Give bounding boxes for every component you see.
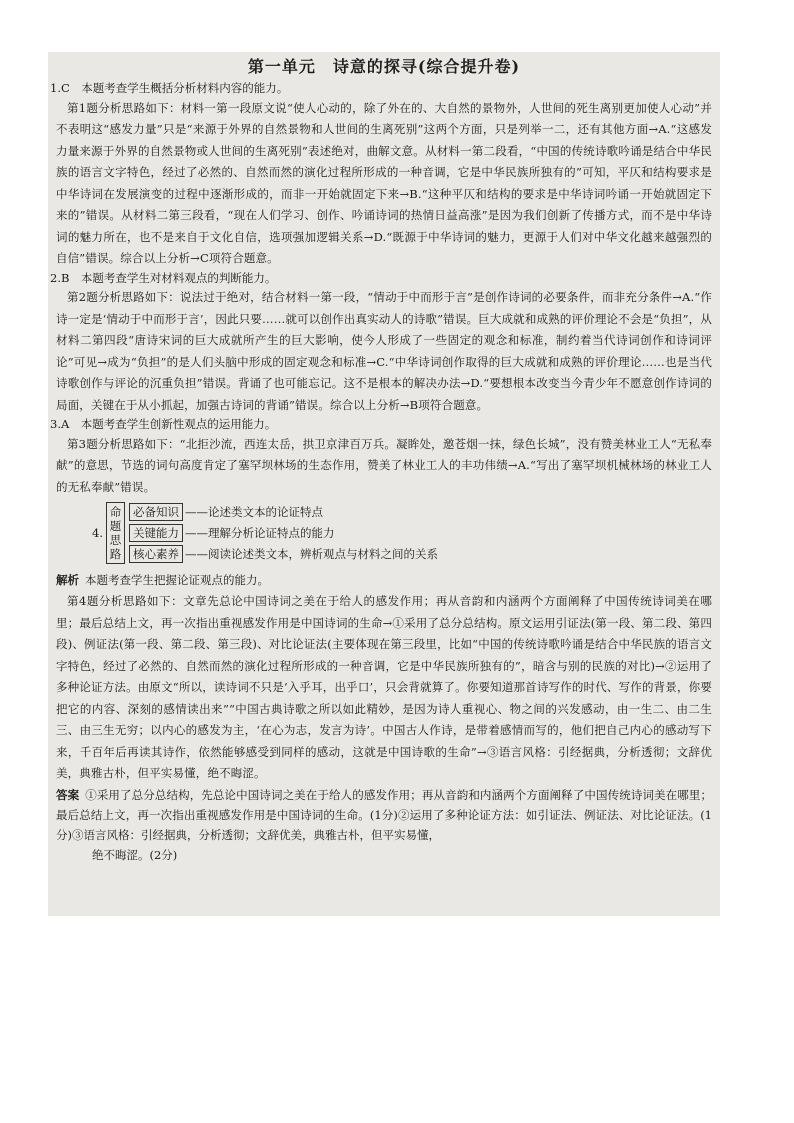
q1-heading: 1.C 本题考查学生概括分析材料内容的能力。: [50, 81, 289, 95]
diagram-row: [129, 545, 438, 563]
diagram-desc: ——阅读论述类文本，辨析观点与材料之间的关系: [185, 547, 438, 561]
diagram-tag: 必备知识: [129, 503, 183, 521]
analysis-head: 本题考查学生把握论证观点的能力。: [85, 573, 269, 587]
q4-number: 4.: [92, 526, 103, 540]
vertical-char: 命: [109, 505, 122, 519]
diagram-desc: ——理解分析论证特点的能力: [185, 526, 335, 540]
diagram-desc: ——论述类文本的论证特点: [185, 505, 323, 519]
diagram-row: [129, 503, 438, 521]
answer-label: 答案: [56, 787, 80, 802]
scanned-page: [48, 52, 720, 916]
diagram-tag: 关键能力: [129, 524, 183, 542]
vertical-char: 路: [109, 547, 122, 561]
q3-heading: 3.A 本题考查学生创新性观点的运用能力。: [50, 417, 277, 431]
vertical-char: 思: [109, 533, 122, 547]
vertical-char: 题: [109, 519, 122, 533]
q2-analysis: 第2题分析思路如下：说法过于绝对，结合材料一第一段，“情动于中而形于言”是创作诗词的必要条件，而非充分条件→A.“作诗一定是‘情动于中而形于言’，因此只要……就可以创作出真实动人的诗歌”错误。巨大成就和成熟的评价理论不会是“负担”，从材料二第四段“唐诗宋词的巨大成就所产生的巨大影响，使今人形成了一些固定的观念和标准，制约着当代诗词创作和诗词评论”可见→成为“负担”的是人们头脑中形成的固定观念和标准→C.“中华诗词创作取得的巨大成就和成熟的评价理论……也是当代诗歌创作与评论的沉重负担”错误。背诵了也可能忘记。这不是根本的解决办法→D.“要想根本改变当今青少年不愿意创作诗词的局面，关键在于从小抓起，加强古诗词的背诵”错误。综合以上分析→B项符合题意。: [56, 290, 712, 412]
analysis-label: 解析: [56, 573, 79, 587]
q3-analysis: 第3题分析思路如下：“北拒沙流，西连太岳，拱卫京津百万兵。凝眸处，邀苍烟一抹，绿色长城”，没有赞美林业工人“无私奉献”的意思，节选的词句高度肯定了塞罕坝林场的生态作用，赞美了林业工人的丰功伟绩→A.“写出了塞罕坝机械林场的林业工人的无私奉献”错误。: [56, 436, 712, 494]
q2-heading: 2.B 本题考查学生对材料观点的判断能力。: [50, 270, 277, 285]
diagram-row: [129, 524, 438, 542]
q4-diagram-rows: [129, 503, 438, 563]
answer-body: ①采用了总分总结构，先总论中国诗词之美在于给人的感发作用；再从音韵和内涵两个方面阐释了中国传统诗词美在哪里；最后总结上文，再一次指出重视感发作用是中国诗词的生命。(1分)②运用了多种论证方法：如引证法、例证法、对比论证法。(1分)③语言风格：引经据典，分析透彻；文辞优美，典雅古朴，但平实易懂，: [56, 787, 712, 842]
q4-analysis-heading: [56, 570, 712, 591]
q4-thinking-diagram: [92, 502, 712, 564]
q4-answer-tail: 绝不晦涩。(2分): [92, 847, 178, 862]
q4-vertical-label: [106, 502, 125, 564]
page-title: 第一单元 诗意的探寻(综合提升卷): [247, 57, 521, 76]
diagram-tag: 核心素养: [129, 545, 183, 563]
q4-analysis: 第4题分析思路如下：文章先总论中国诗词之美在于给人的感发作用；再从音韵和内涵两个方面阐释了中国传统诗词美在哪里；最后总结上文，再一次指出重视感发作用是中国诗词的生命→①采用了总分总结构。原文运用引证法(第一段、第二段、第四段)、例证法(第一段、第二段、第三段)、对比论证法(主要体现在第三段里，比如“中国的传统诗歌吟诵是结合中华民族的语言文字特色，经过了必然的、自然而然的演化过程所形成的一种音调，它是中华民族所独有的”，暗含与别的民族的对比)→②运用了多种论证方法。由原文“所以，读诗词不只是‘入乎耳，出乎口’，只会背就算了。你要知道那首诗写作的时代、写作的背景，你要把它的内容、深刻的感情读出来”“中国古典诗歌之所以如此精妙，是因为诗人重视心、物之间的兴发感动，由一生二、由二生三、由三生无穷；以内心的感发为主，‘在心为志，发言为诗’。中国古人作诗，是带着感情而写的，他们把自己内心的感动写下来，千百年后再读其诗作，依然能够感受到同样的感动，这就是中国诗歌的生命”→③语言风格：引经据典，分析透彻；文辞优美，典雅古朴，但平实易懂，绝不晦涩。: [56, 594, 712, 780]
q1-analysis: 第1题分析思路如下：材料一第一段原文说“使人心动的，除了外在的、大自然的景物外，人世间的死生离别更加使人心动”并不表明这“感发力量”只是“来源于外界的自然景物和人世间的生离死别”这两个方面，只是列举一二，还有其他方面→A.“这感发力量来源于外界的自然景物或人世间的生离死别”表述绝对，曲解文意。从材料一第二段看，“中国的传统诗歌吟诵是结合中华民族的语言文字特色，经过了必然的、自然而然的演化过程所形成的一种音调，它是中华民族所独有的”可知，平仄和结构要求是中华诗词在发展演变的过程中逐渐形成的，而非一开始就固定下来→B.“这种平仄和结构的要求是中华诗词吟诵一开始就固定下来的”错误。从材料二第三段看，“现在人们学习、创作、吟诵诗词的热情日益高涨”是因为我们创新了传播方式，而不是中华诗词的魅力所在，也不是来自于文化自信，选项强加逻辑关系→D.“既源于中华诗词的魅力，更源于人们对中华文化越来越强烈的自信”错误。综合以上分析→C项符合题意。: [56, 100, 712, 265]
q4-answer: [56, 785, 712, 845]
